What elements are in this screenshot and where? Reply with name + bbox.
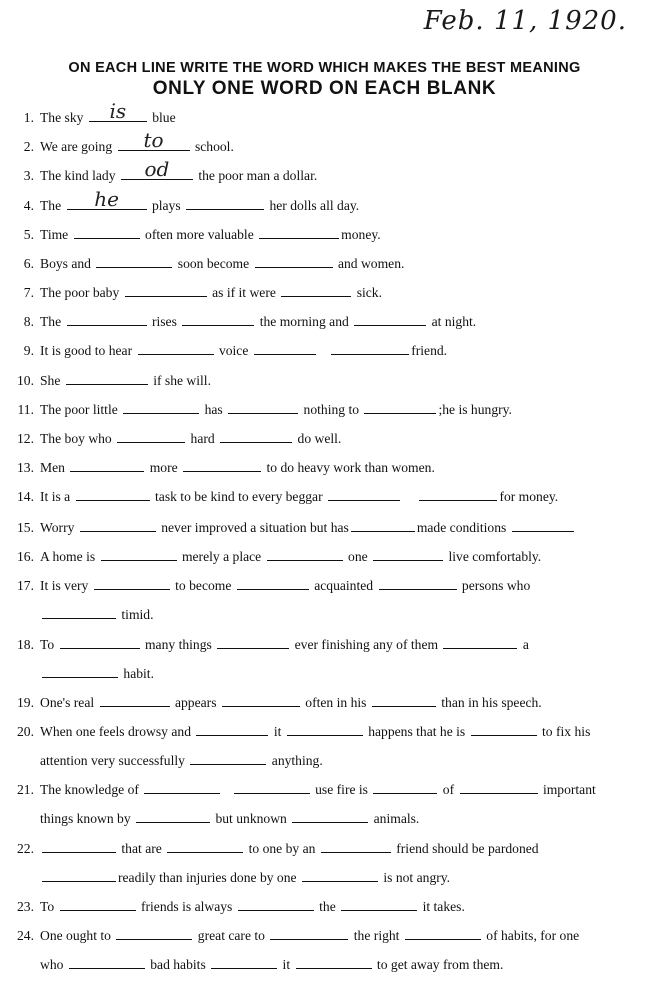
question-text: It is very <box>40 578 89 593</box>
answer-blank[interactable] <box>138 344 214 355</box>
question-text: voice <box>218 343 249 358</box>
handwritten-answer: he <box>94 187 119 211</box>
question-15 <box>0 520 649 542</box>
question-text: the morning and <box>259 314 349 329</box>
answer-blank[interactable] <box>405 929 481 940</box>
answer-blank[interactable] <box>292 812 368 823</box>
question-text: friends is always <box>140 899 233 914</box>
question-text: ;he is hungry. <box>438 402 512 417</box>
question-24 <box>0 928 649 950</box>
question-text: to become <box>175 578 232 593</box>
question-5 <box>0 227 649 249</box>
question-text: timid. <box>121 607 154 622</box>
answer-blank[interactable] <box>70 461 144 472</box>
question-text: task to be kind to every beggar <box>155 489 323 504</box>
answer-blank[interactable] <box>117 432 185 443</box>
handwritten-answer: is <box>109 99 127 123</box>
answer-blank[interactable] <box>321 842 391 853</box>
question-22 <box>0 841 649 863</box>
question-19 <box>0 695 649 717</box>
question-text: It is a <box>40 489 71 504</box>
question-text: persons who <box>461 578 531 593</box>
question-23 <box>0 899 649 921</box>
question-number: 5. <box>23 227 34 242</box>
question-text: friend. <box>411 343 448 358</box>
question-text: rises <box>151 314 177 329</box>
answer-blank[interactable] <box>296 958 372 969</box>
answer-blank[interactable] <box>373 783 437 794</box>
question-number: 23. <box>17 899 34 914</box>
answer-blank[interactable] <box>331 344 409 355</box>
question-text: use fire is <box>315 782 368 797</box>
question-text: the poor man a dollar. <box>198 168 318 183</box>
question-6 <box>0 256 649 278</box>
answer-blank[interactable] <box>89 99 147 123</box>
question-text: never improved a situation but has <box>161 520 349 535</box>
answer-blank[interactable] <box>379 579 457 590</box>
handwritten-answer: od <box>144 157 170 181</box>
question-text: as if it were <box>212 285 276 300</box>
question-text: is not angry. <box>383 870 451 885</box>
question-21 <box>0 782 649 804</box>
answer-blank[interactable] <box>460 783 538 794</box>
handwritten-answer: to <box>143 128 164 152</box>
answer-blank[interactable] <box>123 403 199 414</box>
question-text: acquainted <box>314 578 374 593</box>
answer-blank[interactable] <box>259 228 339 239</box>
answer-blank[interactable] <box>80 521 156 532</box>
question-7 <box>0 285 649 307</box>
answer-blank[interactable] <box>116 929 192 940</box>
answer-blank[interactable] <box>354 315 426 326</box>
question-number: 8. <box>23 314 34 329</box>
answer-blank[interactable] <box>351 521 415 532</box>
question-text: to get away from them. <box>376 957 504 972</box>
question-13 <box>0 460 649 482</box>
question-text: The boy who <box>40 431 112 446</box>
question-text: The knowledge of <box>40 782 139 797</box>
question-text: The poor little <box>40 402 118 417</box>
question-number: 7. <box>23 285 34 300</box>
answer-blank[interactable] <box>125 286 207 297</box>
answer-blank[interactable] <box>222 696 300 707</box>
question-text: at night. <box>431 314 477 329</box>
question-text: plays <box>151 198 181 213</box>
question-text: Worry <box>40 520 75 535</box>
question-text: Time <box>40 227 69 242</box>
question-text: It is good to hear <box>40 343 133 358</box>
question-text: great care to <box>197 928 265 943</box>
question-text: She <box>40 373 61 388</box>
answer-blank[interactable] <box>121 157 193 181</box>
question-text: if she will. <box>153 373 211 388</box>
question-text: live comfortably. <box>448 549 542 564</box>
question-text: The sky <box>40 110 84 125</box>
answer-blank[interactable] <box>100 696 170 707</box>
answer-blank[interactable] <box>341 900 417 911</box>
question-text: has <box>204 402 223 417</box>
question-text: many things <box>144 637 212 652</box>
question-text: The <box>40 198 62 213</box>
question-21-continued <box>0 811 649 833</box>
answer-blank[interactable] <box>238 900 314 911</box>
question-text: of <box>442 782 455 797</box>
answer-blank[interactable] <box>136 812 210 823</box>
question-9 <box>0 343 649 365</box>
answer-blank[interactable] <box>76 490 150 501</box>
answer-blank[interactable] <box>66 374 148 385</box>
question-text: soon become <box>177 256 250 271</box>
question-text: it takes. <box>422 899 465 914</box>
answer-blank[interactable] <box>364 403 436 414</box>
question-number: 15. <box>17 520 34 535</box>
question-text: happens that he is <box>368 724 466 739</box>
answer-blank[interactable] <box>94 579 170 590</box>
answer-blank[interactable] <box>302 871 378 882</box>
answer-blank[interactable] <box>67 315 147 326</box>
question-text: for money. <box>499 489 559 504</box>
question-text: anything. <box>271 753 323 768</box>
answer-blank[interactable] <box>234 783 310 794</box>
question-text: do well. <box>297 431 342 446</box>
answer-blank[interactable] <box>281 286 351 297</box>
answer-blank[interactable] <box>186 199 264 210</box>
answer-blank[interactable] <box>372 696 436 707</box>
question-number: 14. <box>17 489 34 504</box>
answer-blank[interactable] <box>60 638 140 649</box>
question-number: 21. <box>17 782 34 797</box>
question-text: to one by an <box>248 841 316 856</box>
question-text: one <box>348 549 368 564</box>
handwritten-date: Feb. 11, 1920. <box>423 6 627 36</box>
answer-blank[interactable] <box>443 638 517 649</box>
question-text: Men <box>40 460 65 475</box>
answer-blank[interactable] <box>74 228 140 239</box>
answer-blank[interactable] <box>512 521 574 532</box>
question-number: 17. <box>17 578 34 593</box>
answer-blank[interactable] <box>255 257 333 268</box>
question-12 <box>0 431 649 453</box>
question-text: We are going <box>40 139 113 154</box>
question-18 <box>0 637 649 659</box>
answer-blank[interactable] <box>287 725 363 736</box>
question-11 <box>0 402 649 424</box>
answer-blank[interactable] <box>190 754 266 765</box>
question-10 <box>0 373 649 395</box>
answer-blank[interactable] <box>217 638 289 649</box>
answer-blank[interactable] <box>267 550 343 561</box>
question-text: One ought to <box>40 928 111 943</box>
question-text: The kind lady <box>40 168 116 183</box>
question-16 <box>0 549 649 571</box>
answer-blank[interactable] <box>60 900 136 911</box>
question-number: 6. <box>23 256 34 271</box>
question-text: One's real <box>40 695 95 710</box>
question-number: 20. <box>17 724 34 739</box>
question-number: 3. <box>23 168 34 183</box>
question-8 <box>0 314 649 336</box>
question-text: things known by <box>40 811 131 826</box>
question-text: The <box>40 314 62 329</box>
question-1 <box>0 99 649 132</box>
answer-blank[interactable] <box>237 579 309 590</box>
question-text: and women. <box>337 256 405 271</box>
question-17 <box>0 578 649 600</box>
question-text: made conditions <box>416 520 507 535</box>
question-number: 10. <box>17 373 34 388</box>
question-text: important <box>542 782 596 797</box>
answer-blank[interactable] <box>42 871 116 882</box>
question-text: nothing to <box>303 402 360 417</box>
question-text: school. <box>194 139 234 154</box>
answer-blank[interactable] <box>220 432 292 443</box>
question-text: bad habits <box>150 957 206 972</box>
question-text: often more valuable <box>145 227 254 242</box>
question-18-continued <box>0 666 649 688</box>
question-text: her dolls all day. <box>269 198 360 213</box>
question-text: To <box>40 899 55 914</box>
question-number: 16. <box>17 549 34 564</box>
question-number: 2. <box>23 139 34 154</box>
question-20-continued <box>0 753 649 775</box>
question-number: 22. <box>17 841 34 856</box>
answer-blank[interactable] <box>69 958 145 969</box>
question-2 <box>0 128 649 161</box>
question-text: the right <box>353 928 400 943</box>
answer-blank[interactable] <box>42 842 116 853</box>
question-text: readily than injuries done by one <box>118 870 297 885</box>
question-number: 4. <box>23 198 34 213</box>
question-text: The poor baby <box>40 285 120 300</box>
instruction-line-2: ONLY ONE WORD ON EACH BLANK <box>152 78 497 99</box>
question-text: who <box>40 957 64 972</box>
answer-blank[interactable] <box>182 315 254 326</box>
answer-blank[interactable] <box>183 461 261 472</box>
question-number: 1. <box>23 110 34 125</box>
question-text: A home is <box>40 549 96 564</box>
question-text: sick. <box>356 285 382 300</box>
answer-blank[interactable] <box>254 344 316 355</box>
question-text: a <box>522 637 529 652</box>
question-text: hard <box>190 431 215 446</box>
question-text: that are <box>121 841 162 856</box>
question-number: 9. <box>23 343 34 358</box>
answer-blank[interactable] <box>471 725 537 736</box>
question-text: friend should be pardoned <box>396 841 539 856</box>
answer-blank[interactable] <box>67 187 147 211</box>
question-4 <box>0 187 649 220</box>
question-number: 12. <box>17 431 34 446</box>
question-text: habit. <box>123 666 154 681</box>
answer-blank[interactable] <box>144 783 220 794</box>
question-text: blue <box>152 110 176 125</box>
question-text: attention very successfully <box>40 753 185 768</box>
question-text: to fix his <box>542 724 591 739</box>
answer-blank[interactable] <box>101 550 177 561</box>
question-number: 18. <box>17 637 34 652</box>
question-text: than in his speech. <box>441 695 542 710</box>
question-text: ever finishing any of them <box>294 637 439 652</box>
question-text: of habits, for one <box>486 928 580 943</box>
question-text: When one feels drowsy and <box>40 724 191 739</box>
question-text: Boys and <box>40 256 91 271</box>
question-number: 19. <box>17 695 34 710</box>
answer-blank[interactable] <box>196 725 268 736</box>
question-text: the <box>319 899 336 914</box>
answer-blank[interactable] <box>228 403 298 414</box>
question-text: it <box>273 724 282 739</box>
question-text: To <box>40 637 55 652</box>
instruction-line-1: ON EACH LINE WRITE THE WORD WHICH MAKES THE BEST MEANING <box>68 60 581 76</box>
answer-blank[interactable] <box>42 667 118 678</box>
question-text: but unknown <box>215 811 287 826</box>
answer-blank[interactable] <box>419 490 497 501</box>
question-number: 13. <box>17 460 34 475</box>
question-text: merely a place <box>181 549 262 564</box>
answer-blank[interactable] <box>167 842 243 853</box>
question-number: 24. <box>17 928 34 943</box>
answer-blank[interactable] <box>42 608 116 619</box>
answer-blank[interactable] <box>373 550 443 561</box>
question-24-continued <box>0 957 649 979</box>
answer-blank[interactable] <box>270 929 348 940</box>
question-22-continued <box>0 870 649 892</box>
answer-blank[interactable] <box>118 128 190 152</box>
question-number: 11. <box>17 402 34 417</box>
question-text: often in his <box>305 695 367 710</box>
question-17-continued <box>0 607 649 629</box>
question-20 <box>0 724 649 746</box>
question-text: to do heavy work than women. <box>266 460 435 475</box>
question-text: money. <box>341 227 381 242</box>
question-text: more <box>149 460 178 475</box>
answer-blank[interactable] <box>211 958 277 969</box>
question-14 <box>0 489 649 511</box>
question-text: appears <box>174 695 217 710</box>
answer-blank[interactable] <box>328 490 400 501</box>
answer-blank[interactable] <box>96 257 172 268</box>
question-text: it <box>282 957 291 972</box>
question-text: animals. <box>373 811 420 826</box>
